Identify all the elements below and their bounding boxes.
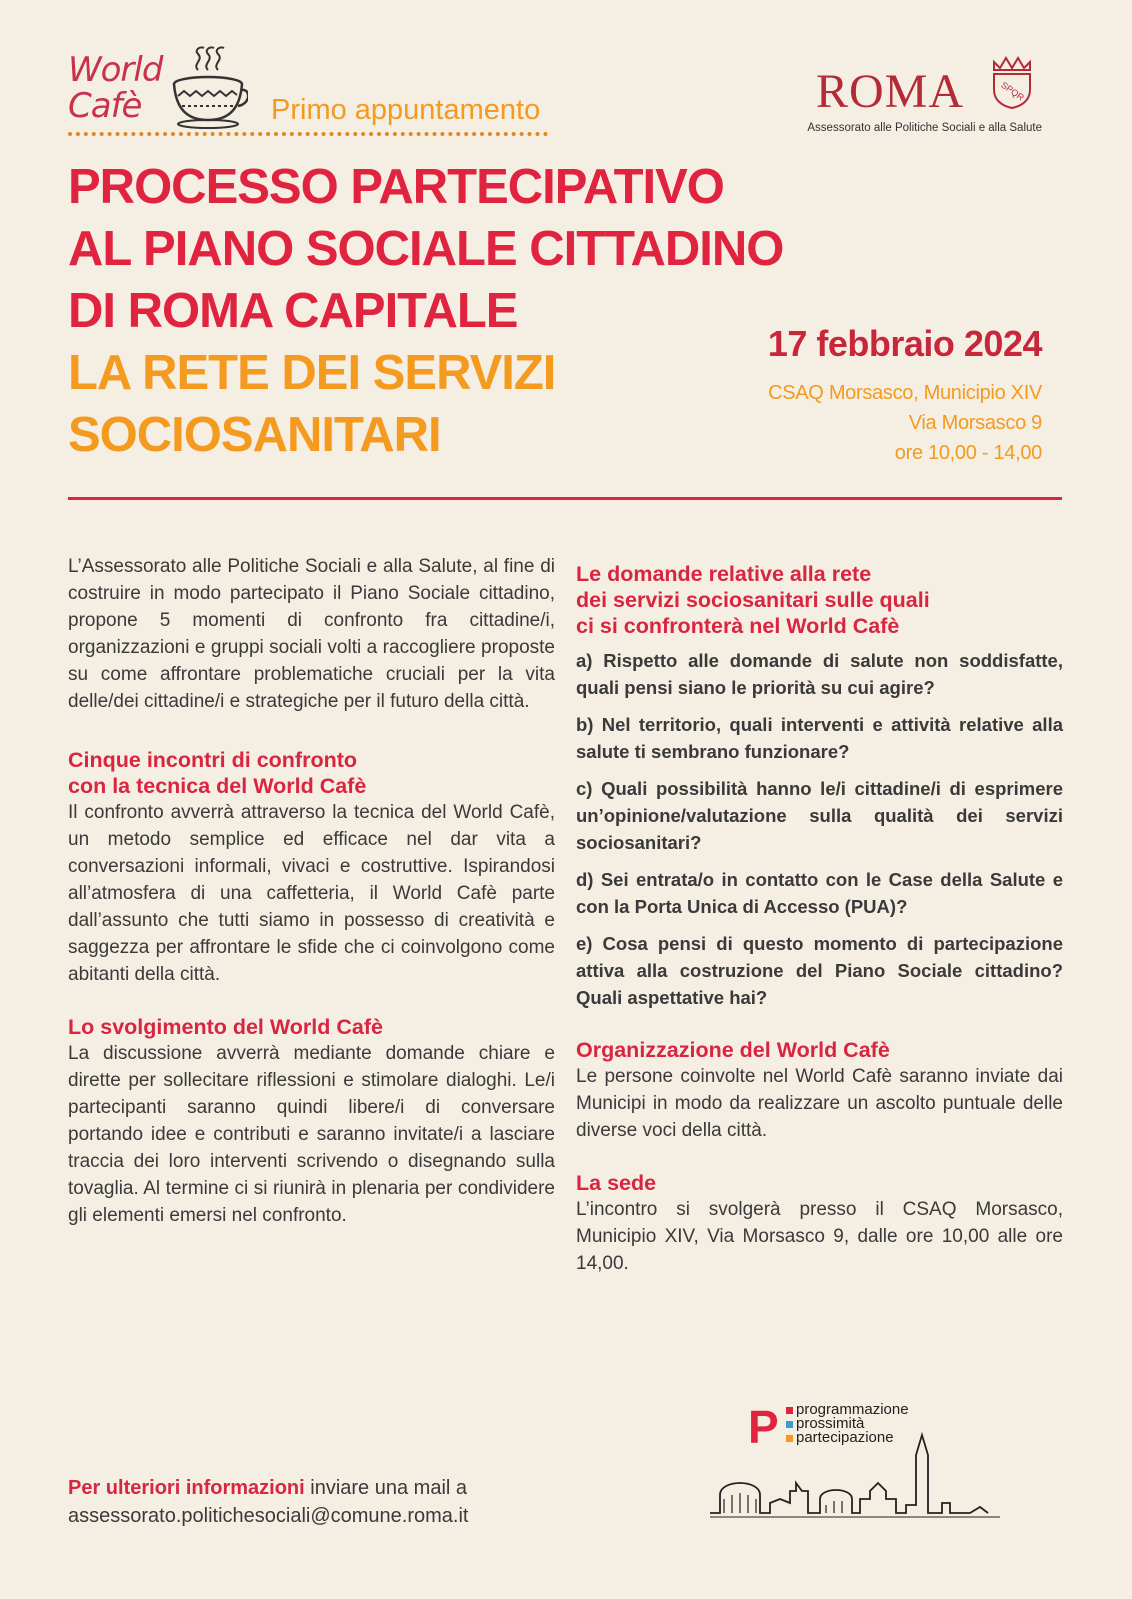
heading-sede: La sede: [576, 1171, 657, 1195]
heading-svolgimento: Lo svolgimento del World Cafè: [68, 1015, 383, 1039]
roma-crest-icon: [988, 54, 1036, 110]
question-e: e) Cosa pensi di questo momento di partecipazione attiva alla costruzione del Piano Sociale cittadino? Quali aspettative hai?: [576, 933, 1063, 1008]
question-b: b) Nel territorio, quali interventi e attività relative alla salute ti sembrano funzionare?: [576, 714, 1063, 762]
dotted-divider: [68, 132, 548, 136]
right-column: [576, 561, 1063, 1277]
logo-line-1: programmazione: [796, 1401, 909, 1418]
event-venue: CSAQ Morsasco, Municipio XIV: [768, 382, 1042, 404]
logo-letter: P: [748, 1401, 779, 1453]
title-line-2: AL PIANO SOCIALE CITTADINO: [68, 222, 784, 276]
heading-incontri-1: Cinque incontri di confronto: [68, 748, 358, 772]
footer-info: [68, 1474, 688, 1530]
paragraph-svolgimento: La discussione avverrà mediante domande chiare e dirette per sollecitare riflessioni e stimolare dialoghi. Le/i partecipanti saranno quindi libere/i di conversare portando idee e contributi e saranno invitate/i a lasciare traccia dei loro interventi scrivendo o disegnando sulla tovaglia. Al termine ci si riunirà in plenaria per condividere gli elementi emersi nel confronto.: [68, 1043, 555, 1226]
crest-text: SPQR: [999, 79, 1026, 103]
world-cafe-brand: [68, 52, 568, 142]
logo-line-2: prossimità: [796, 1415, 865, 1432]
left-column: [68, 553, 555, 1229]
footer-title: Per ulteriori informazioni: [68, 1477, 305, 1499]
footer-text: inviare una mail a: [310, 1477, 468, 1499]
intro-paragraph: L’Assessorato alle Politiche Sociali e alla Salute, al fine di costruire in modo partecipato il Piano Sociale cittadino, propone 5 momenti di confronto fra cittadine/i, organizzazioni e gruppi sociali volti a raccogliere proposte su come affrontare problematiche cruciali per la vita delle/dei cittadine/i e strategiche per il futuro della città.: [68, 556, 555, 712]
title-line-4: LA RETE DEI SERVIZI: [68, 346, 556, 400]
brand-world: World: [68, 50, 163, 90]
logo-line-3: partecipazione: [796, 1429, 894, 1446]
roma-subtitle: Assessorato alle Politiche Sociali e alla Salute: [807, 122, 1042, 134]
roma-logo: [742, 60, 1042, 140]
paragraph-confronto: Il confronto avverrà attraverso la tecnica del World Cafè, un metodo semplice ed efficace nel dar vita a conversazioni informali, vivaci e costruttive. Ispirandosi all’atmosfera di una caffetteria, il World Cafè parte dall’assunto che tutti siamo in possesso di creatività e saggezza per affrontare le sfide che ci coinvolgono come abitanti della città.: [68, 802, 555, 985]
title-line-5: SOCIOSANITARI: [68, 408, 441, 462]
coffee-cup-icon: [168, 40, 248, 132]
brand-cafe: Cafè: [68, 86, 142, 126]
question-c: c) Quali possibilità hanno le/i cittadine/i di esprimere un’opinione/valutazione sulla qualità dei servizi sociosanitari?: [576, 778, 1063, 853]
event-date: 17 febbraio 2024: [767, 323, 1042, 364]
paragraph-organizzazione: Le persone coinvolte nel World Cafè saranno inviate dai Municipi in modo da realizzare un ascolto puntuale delle diverse voci della città.: [576, 1066, 1063, 1141]
event-address: Via Morsasco 9: [908, 412, 1042, 434]
heading-organizzazione: Organizzazione del World Cafè: [576, 1038, 890, 1062]
header-divider: [68, 497, 1062, 500]
heading-domande-2: dei servizi sociosanitari sulle quali: [576, 588, 930, 612]
paragraph-sede: L’incontro si svolgerà presso il CSAQ Morsasco, Municipio XIV, Via Morsasco 9, dalle ore 10,00 alle ore 14,00.: [576, 1199, 1063, 1274]
question-d: d) Sei entrata/o in contatto con le Case della Salute e con la Porta Unica di Accesso (PUA)?: [576, 869, 1063, 917]
roma-wordmark: ROMA: [815, 65, 964, 118]
ppp-skyline-logo: [710, 1395, 1010, 1530]
brand-subtitle: Primo appuntamento: [271, 94, 541, 126]
title-line-3: DI ROMA CAPITALE: [68, 284, 518, 338]
event-time: ore 10,00 - 14,00: [894, 442, 1042, 464]
question-a: a) Rispetto alle domande di salute non soddisfatte, quali pensi siano le priorità su cui agire?: [576, 650, 1063, 698]
heading-incontri-2: con la tecnica del World Cafè: [68, 774, 367, 798]
title-line-1: PROCESSO PARTECIPATIVO: [68, 160, 724, 214]
footer-email-link[interactable]: assessorato.politichesociali@comune.roma.it: [68, 1505, 469, 1527]
heading-domande-1: Le domande relative alla rete: [576, 562, 872, 586]
heading-domande-3: ci si confronterà nel World Cafè: [576, 614, 900, 638]
